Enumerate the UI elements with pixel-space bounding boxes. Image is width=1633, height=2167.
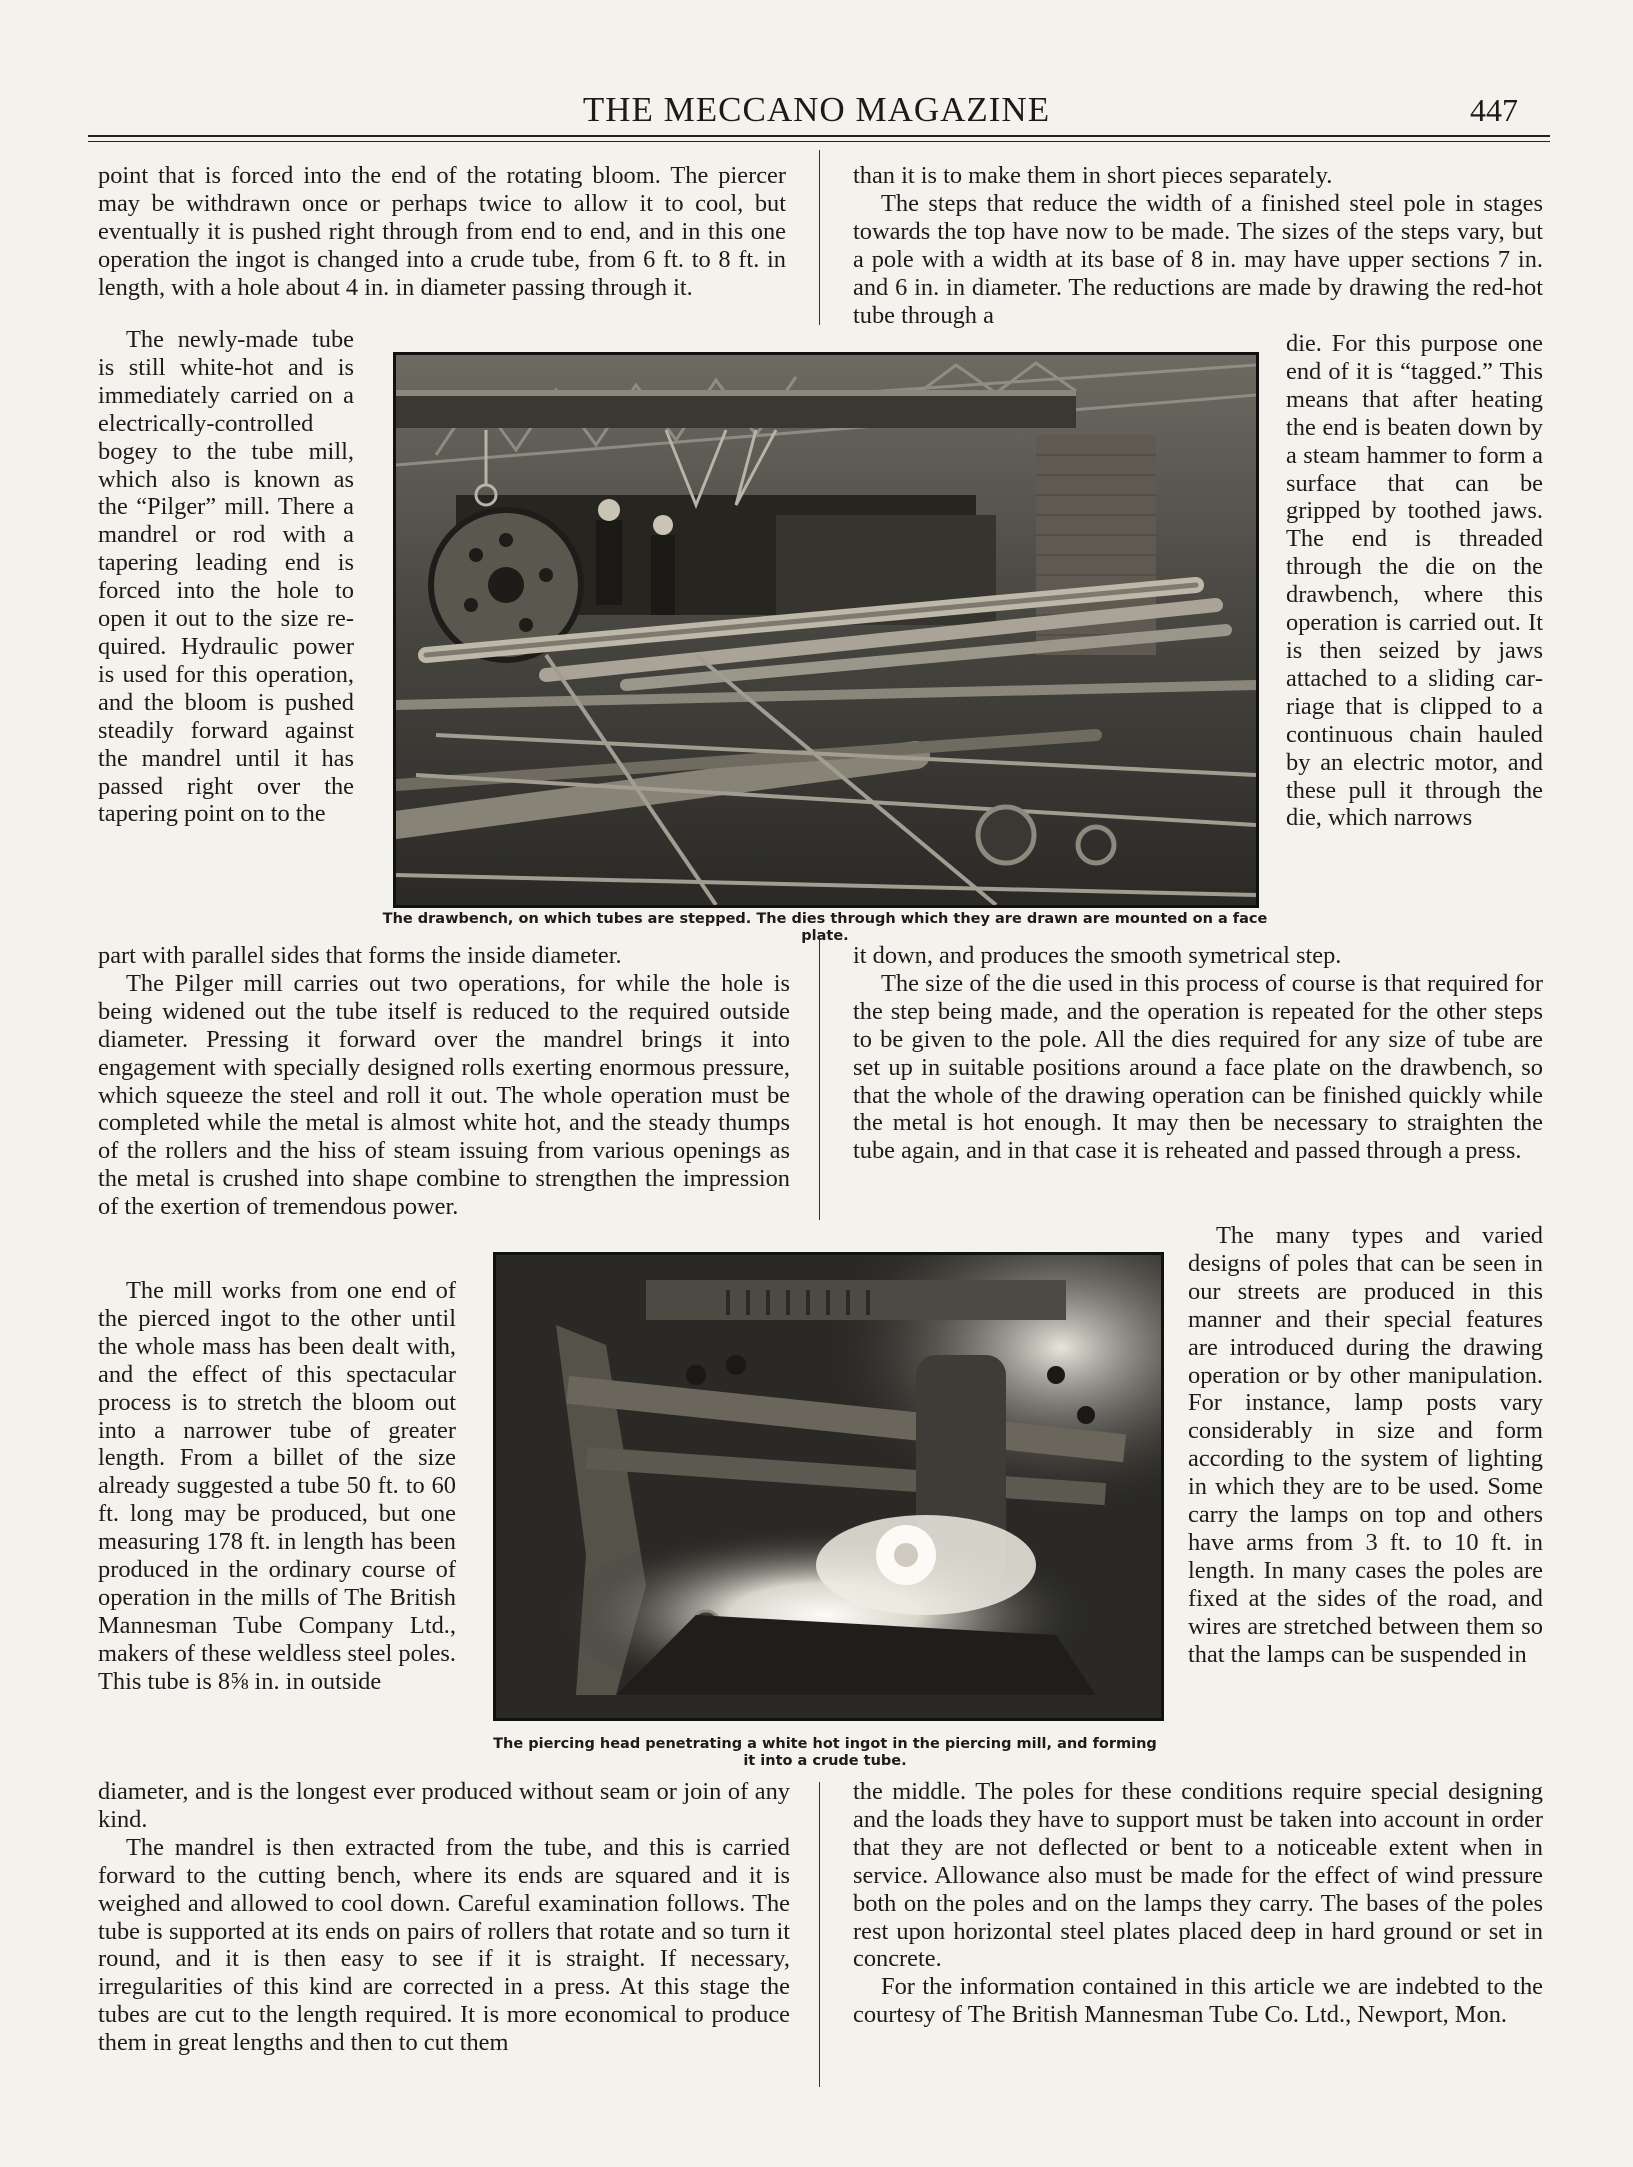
right-text-beside-photo — [1188, 1222, 1543, 1669]
drawbench-photo — [393, 352, 1259, 908]
paragraph: point that is forced into the end of the rotating bloom. The piercer may be withdrawn once or perhaps twice to allow it to cool, but eventually it is pushed right through from end to end, and in this one operation the ingot is changed into a crude tube, from 6 ft. to 8 ft. in length, with a hole about 4 in. in diameter passing through it. — [98, 162, 786, 301]
header-rule — [88, 135, 1550, 137]
paragraph: The steps that reduce the width of a finished steel pole in stages towards the top have now to be made. The sizes of the steps vary, but a pole with a width at its base of 8 in. may have upper sections 7 in. and 6 in. in diameter. The reductions are made by drawing the red-hot tube through a — [853, 189, 1543, 329]
drawbench-caption: The drawbench, on which tubes are stepped. The dies through which they are drawn are mounted on a face plate. — [382, 911, 1268, 944]
header-rule-thin — [88, 141, 1550, 142]
paragraph: diameter, and is the longest ever produced without seam or join of any kind. — [98, 1778, 790, 1833]
column-divider-middle — [819, 940, 820, 1220]
paragraph: the middle. The poles for these conditions require special designing and the loads they have to support must be taken into account in order that they are not deflected or bent to a noticeable extent when in service. Allowance also must be made for the effect of wind pressure both on the poles and on the lamps they carry. The bases of the poles rest upon horizontal steel plates placed deep in hard ground or set in concrete. — [853, 1778, 1543, 1973]
paragraph: part with parallel sides that forms the inside diameter. — [98, 942, 622, 969]
paragraph: The many types and varied designs of poles that can be seen in our streets are produced in this manner and their special features are introduced during the drawing operation or by other manipulation. For instance, lamp posts vary considerably in size and form according to the system of lighting in which they are to be used. Some carry the lamps on top and others have arms from 3 ft. to 10 ft. in length. In many cases the poles are fixed at the sides of the road, and wires are stretched between them so that the lamps can be suspended in — [1188, 1222, 1543, 1668]
paragraph: The mill works from one end of the pierced ingot to the other until the whole mass has been dealt with, and the effect of this spectacular process is to stretch the bloom out into a narrower tube of greater length. From a billet of the size already suggested a tube 50 ft. to 60 ft. long may be produced, but one measuring 178 ft. in length has been produced in the ordinary course of operation in the mills of The British Mannesman Tube Company Ltd., makers of these weldless steel poles. This tube is 8⅝ in. in outside — [98, 1277, 456, 1695]
right-text-bottom — [853, 1778, 1543, 2029]
left-text-beside-photo — [98, 1277, 456, 1696]
column-divider-bottom — [819, 1782, 820, 2087]
paragraph: die. For this purpose one end of it is “tagged.” This means that after heating the end is beaten down by a steam hammer to form a surface that can be gripped by toothed jaws. The end is threaded through the die on the drawbench, where this operation is carried out. It is then seized by jaws attached to a sliding carriage that is clipped to a continuous chain hauled by an electric motor, and these pull it through the die, which narrows — [1286, 330, 1543, 832]
piercing-mill-photo — [493, 1252, 1164, 1721]
paragraph: The mandrel is then extracted from the tube, and this is carried forward to the cutting bench, where its ends are squared and it is weighed and allowed to cool down. Careful examination follows. The tube is supported at its ends on pairs of rollers that rotate and so turn it round, and it is then easy to see if it is straight. If necessary, irregularities of this kind are corrected in a press. At this stage the tubes are cut to the length required. It is more economical to produce them in great lengths and then to cut them — [98, 1833, 790, 2057]
left-text-top — [98, 162, 786, 302]
page-number: 447 — [1470, 92, 1518, 128]
left-text-middle — [98, 942, 790, 1221]
left-text-narrow — [98, 326, 354, 828]
right-text-narrow — [1286, 330, 1543, 832]
right-text-middle — [853, 942, 1543, 1165]
paragraph: The newly-made tube is still white-hot and is immediately carried on a electrically-controlled bogey to the tube mill, which also is known as the “Pilger” mill. There a mandrel or rod with a tapering leading end is forced into the hole to open it out to the size required. Hydraulic power is used for this operation, and the bloom is pushed steadily forward against the mandrel until it has passed right over the tapering point on to the — [98, 326, 354, 828]
piercing-mill-illustration — [496, 1255, 1161, 1718]
right-text-top — [853, 162, 1543, 329]
paragraph: than it is to make them in short pieces separately. — [853, 162, 1333, 189]
caption-line: The piercing head penetrating a white hot ingot in the piercing mill, and forming — [493, 1736, 1157, 1752]
paragraph: The size of the die used in this process of course is that required for the step being made, and the operation is repeated for the other steps to be given to the pole. All the dies required for any size of tube are set up in suitable positions around a face plate on the drawbench, so that the whole of the drawing operation can be finished quickly while the metal is hot enough. It may then be necessary to straighten the tube again, and in that case it is reheated and passed through a press. — [853, 969, 1543, 1165]
left-text-bottom — [98, 1778, 790, 2057]
column-divider-top — [819, 150, 820, 325]
caption-line: it into a crude tube. — [743, 1753, 907, 1769]
magazine-title: THE MECCANO MAGAZINE — [582, 90, 1051, 129]
drawbench-illustration — [396, 355, 1256, 905]
paragraph: The Pilger mill carries out two operations, for while the hole is being widened out the tube itself is reduced to the required outside diameter. Pressing it forward over the mandrel brings it into engagement with specially designed rolls exerting enormous pressure, which squeeze the steel and roll it out. The whole operation must be completed while the metal is almost white hot, and the steady thumps of the rollers and the hiss of steam issuing from various openings as the metal is crushed into shape combine to strengthen the impression of the exertion of tremendous power. — [98, 969, 790, 1221]
piercing-mill-caption — [460, 1736, 1190, 1770]
paragraph: For the information contained in this article we are indebted to the courtesy of The British Mannesman Tube Co. Ltd., Newport, Mon. — [853, 1973, 1543, 2029]
paragraph: it down, and produces the smooth symetrical step. — [853, 942, 1342, 969]
